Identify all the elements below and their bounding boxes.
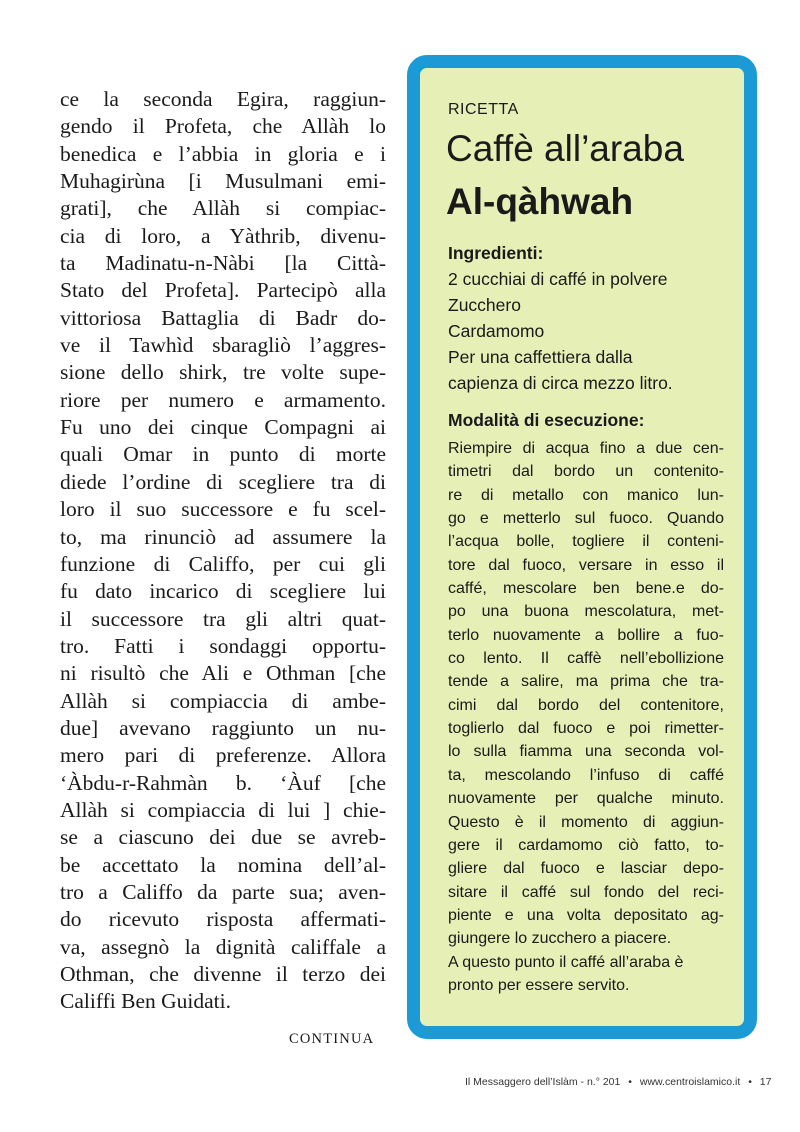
article-line: va, assegnò la dignità califfale a xyxy=(60,934,386,959)
ingredients-list xyxy=(448,266,673,396)
article-line: grati], che Allàh si compiac- xyxy=(60,196,386,221)
ingredient-item: 2 cucchiai di caffé in polvere xyxy=(448,269,668,289)
method-line: cimi dal bordo del contenitore, xyxy=(448,696,724,714)
method-line: gere il cardamomo ciò fatto, to- xyxy=(448,836,724,854)
method-line: terlo nuovamente a bollire a fuo- xyxy=(448,626,724,644)
article-line: sione dello shirk, tre volte supe- xyxy=(60,360,386,385)
method-line: sitare il caffé sul fondo del reci- xyxy=(448,883,724,901)
footer-separator: • xyxy=(748,1076,752,1088)
article-line: quali Omar in punto di morte xyxy=(60,442,386,467)
article-line: ni risultò che Ali e Othman [che xyxy=(60,661,386,686)
article-line: to, ma rinunciò ad assumere la xyxy=(60,524,386,549)
method-line: co lento. Il caffè nell’ebollizione xyxy=(448,650,724,668)
article-line: ‘Àbdu-r-Rahmàn b. ‘Àuf [che xyxy=(60,770,386,795)
article-line: Othman, che divenne il terzo dei xyxy=(60,962,386,986)
article-line: loro il suo successore e fu scel- xyxy=(60,497,386,522)
ingredient-item: capienza di circa mezzo litro. xyxy=(448,373,673,393)
method-line: tende a salire, ma prima che tra- xyxy=(448,673,724,691)
article-line: due] avevano raggiunto un nu- xyxy=(60,715,386,740)
article-line: Muhagirùna [i Musulmani emi- xyxy=(60,169,386,194)
article-line: Stato del Profeta]. Partecipò alla xyxy=(60,278,386,303)
footer-separator: • xyxy=(628,1076,632,1088)
article-line: do ricevuto risposta affermati- xyxy=(60,907,386,932)
page-footer xyxy=(465,1076,771,1088)
method-line: A questo punto il caffé all’araba è xyxy=(448,953,684,971)
article-line: fu dato incarico di scegliere lui xyxy=(60,579,386,604)
article-line: funzione di Califfo, per cui gli xyxy=(60,551,386,576)
method-line: l’acqua bolle, togliere il conteni- xyxy=(448,533,724,551)
ingredient-item: Per una caffettiera dalla xyxy=(448,347,633,367)
article-line: il successore tra gli altri quat- xyxy=(60,606,386,631)
method-line: go e metterlo sul fuoco. Quando xyxy=(448,510,724,528)
page-number: 17 xyxy=(759,1076,772,1088)
article-line: se a ciascuno dei due se avreb- xyxy=(60,825,386,850)
article-line: ve il Tawhìd sbaragliò l’aggres- xyxy=(60,333,386,358)
article-line: gendo il Profeta, che Allàh lo xyxy=(60,114,386,139)
website-link[interactable]: www.centroislamico.it xyxy=(639,1076,741,1088)
method-line: tore dal fuoco, versare in esso il xyxy=(448,556,724,574)
article-line: be accettato la nomina dell’al- xyxy=(60,852,386,877)
article-line: diede l’ordine di scegliere tra di xyxy=(60,469,386,494)
article-line: ce la seconda Egira, raggiun- xyxy=(60,87,386,111)
method-line: piente e una volta depositato ag- xyxy=(448,906,724,924)
method-line: lo sulla fiamma una seconda vol- xyxy=(448,743,724,761)
article-line: mero pari di preferenze. Allora xyxy=(60,743,386,768)
publication-name: Il Messaggero dell’Islàm - n.° 201 xyxy=(465,1076,621,1088)
article-line: tro. Fatti i sondaggi opportu- xyxy=(60,633,386,658)
article-line: Allàh si compiaccia di ambe- xyxy=(60,688,386,713)
method-line: giungere lo zucchero a piacere. xyxy=(448,930,672,948)
method-text xyxy=(448,437,724,997)
article-line: Califfi Ben Guidati. xyxy=(60,989,231,1014)
continue-label: CONTINUA xyxy=(289,1031,375,1047)
method-line: timetri dal bordo un contenito- xyxy=(448,463,724,481)
method-line: Questo è il momento di aggiun- xyxy=(448,813,724,831)
recipe-box xyxy=(407,55,757,1039)
method-line: caffé, mescolare ben bene.e do- xyxy=(448,580,724,598)
method-heading: Modalità di esecuzione: xyxy=(448,410,645,430)
article-line: Allàh si compiaccia di lui ] chie- xyxy=(60,797,386,822)
article-line: cia di loro, a Yàthrib, divenu- xyxy=(60,223,386,248)
method-line: pronto per essere servito. xyxy=(448,976,630,994)
recipe-title: Caffè all’araba xyxy=(446,128,684,169)
ingredients-heading: Ingredienti: xyxy=(448,243,544,263)
article-column xyxy=(60,86,386,1016)
article-line: tro a Califfo da parte sua; aven- xyxy=(60,879,386,904)
article-line: ta Madinatu-n-Nàbi [la Città- xyxy=(60,251,386,276)
recipe-label: RICETTA xyxy=(448,101,519,118)
article-line: riore per numero e armamento. xyxy=(60,387,386,412)
method-line: toglierlo dal fuoco e poi rimetter- xyxy=(448,720,724,738)
method-line: Riempire di acqua fino a due cen- xyxy=(448,440,724,457)
method-line: po una buona mescolatura, met- xyxy=(448,603,724,621)
method-line: re di metallo con manico lun- xyxy=(448,486,724,504)
method-line: nuovamente per qualche minuto. xyxy=(448,790,724,808)
article-line: Fu uno dei cinque Compagni ai xyxy=(60,415,386,440)
article-line: benedica e l’abbia in gloria e i xyxy=(60,141,386,166)
ingredient-item: Zucchero xyxy=(448,295,521,315)
article-line: vittoriosa Battaglia di Badr do- xyxy=(60,305,386,330)
recipe-subtitle: Al-qàhwah xyxy=(446,181,634,222)
ingredient-item: Cardamomo xyxy=(448,321,545,341)
method-line: ta, mescolando l’infuso di caffé xyxy=(448,766,724,784)
method-line: gliere dal fuoco e lasciar depo- xyxy=(448,860,724,878)
